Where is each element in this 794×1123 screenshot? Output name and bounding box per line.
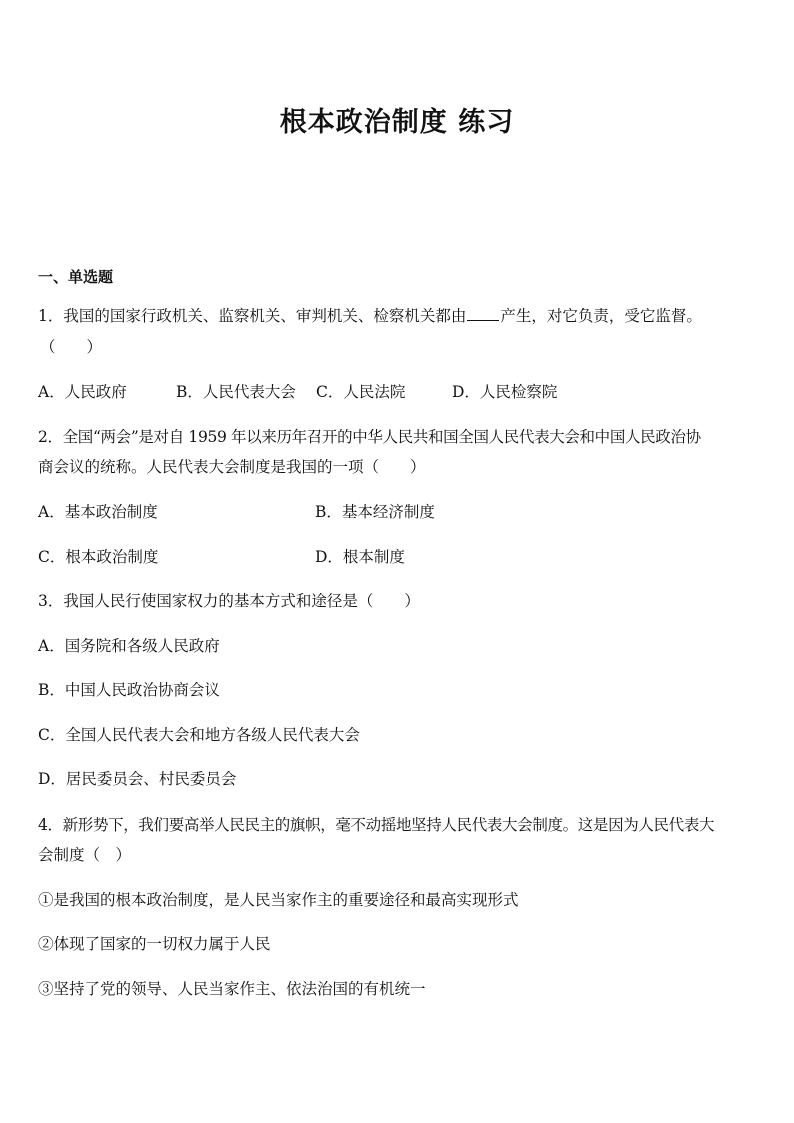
question-3-option-b: B．中国人民政治协商会议 — [38, 681, 220, 699]
question-3-option-d: D．居民委员会、村民委员会 — [38, 770, 237, 788]
question-1-stem-part2: 产生，对它负责，受它监督。 — [500, 307, 702, 325]
question-3-option-a: A．国务院和各级人民政府 — [38, 637, 220, 655]
question-2-option-d: D．根本制度 — [315, 548, 405, 566]
question-2-stem-line1: 2．全国“两会”是对自 1959 年以来历年召开的中华人民共和国全国人民代表大会和中国人民政治协 — [38, 428, 701, 446]
question-2-option-c: C．根本政治制度 — [38, 548, 159, 566]
question-1-option-a: A．人民政府 — [38, 383, 127, 401]
fill-blank — [467, 306, 499, 321]
question-3-option-c: C．全国人民代表大会和地方各级人民代表大会 — [38, 726, 360, 744]
question-2-option-b: B．基本经济制度 — [315, 503, 435, 521]
question-1-bracket: （ ） — [40, 338, 103, 356]
question-4-statement-1: ①是我国的根本政治制度，是人民当家作主的重要途径和最高实现形式 — [38, 891, 519, 909]
question-2-stem-line2: 商会议的统称。人民代表大会制度是我国的一项（ ） — [38, 458, 426, 476]
question-1-option-b: B．人民代表大会 — [176, 383, 296, 401]
section-heading: 一、单选题 — [38, 268, 114, 286]
question-2-option-a: A．基本政治制度 — [38, 503, 158, 521]
question-1-stem — [38, 306, 702, 326]
question-4-statement-3: ③坚持了党的领导、人民当家作主、依法治国的有机统一 — [38, 980, 426, 998]
question-3-stem: 3．我国人民行使国家权力的基本方式和途径是（ ） — [38, 592, 420, 610]
question-1-option-c: C．人民法院 — [316, 383, 406, 401]
question-4-stem-line2: 会制度（ ） — [38, 846, 132, 864]
page-title: 根本政治制度 练习 — [279, 107, 515, 138]
question-1-stem-part1: 1．我国的国家行政机关、监察机关、审判机关、检察机关都由 — [38, 307, 467, 325]
question-4-stem-line1: 4．新形势下，我们要高举人民民主的旗帜，毫不动摇地坚持人民代表大会制度。这是因为人民代表大 — [38, 816, 715, 834]
question-4-statement-2: ②体现了国家的一切权力属于人民 — [38, 935, 271, 953]
question-1-option-d: D．人民检察院 — [452, 383, 558, 401]
